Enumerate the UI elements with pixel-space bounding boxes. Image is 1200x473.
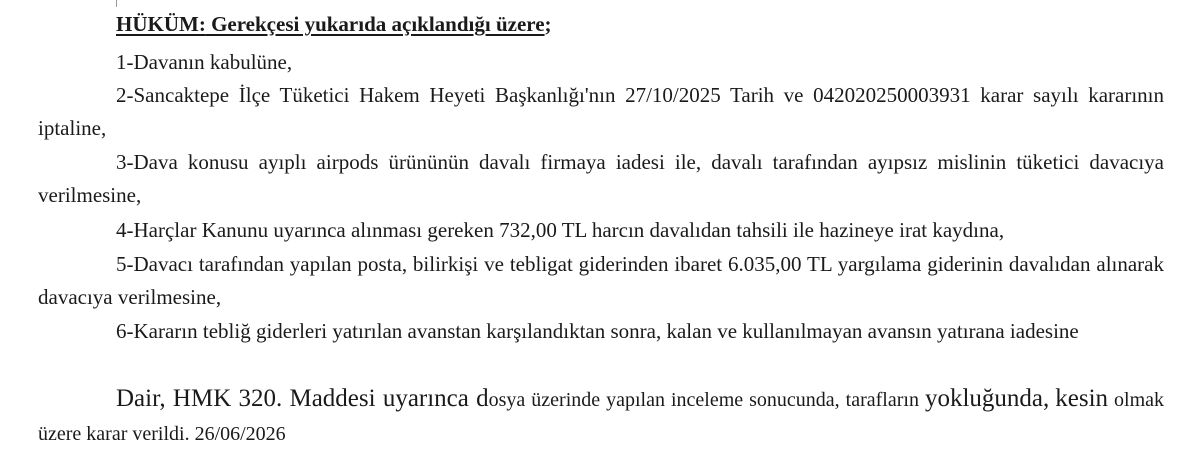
closing-part-5: olmak üzere karar verildi. 26/06/2026: [38, 389, 1165, 445]
verdict-item-4: 4-Harçlar Kanunu uyarınca alınması gereken 732,00 TL harcın davalıdan tahsili ile hazineye irat kaydına,: [116, 218, 1005, 242]
verdict-heading-label: HÜKÜM:: [116, 12, 206, 36]
verdict-item-2: 2-Sancaktepe İlçe Tüketici Hakem Heyeti Başkanlığı'nın 27/10/2025 Tarih ve 042020250003931 karar sayılı kararının iptaline,: [38, 83, 1164, 140]
closing-part-2: osya üzerinde yapılan inceleme sonucunda, tarafların: [488, 389, 925, 411]
page-edge-mark: [116, 0, 117, 7]
closing-part-1: Dair, HMK 320. Maddesi uyarınca d: [116, 385, 489, 412]
verdict-item-1: 1-Davanın kabulüne,: [116, 50, 293, 74]
closing-part-4: kesin: [1055, 385, 1109, 412]
verdict-heading-text: Gerekçesi yukarıda açıklandığı üzere: [205, 12, 545, 36]
verdict-heading: [116, 10, 552, 38]
closing-part-3: yokluğunda,: [924, 385, 1050, 412]
verdict-heading-punct: ;: [544, 12, 552, 36]
verdict-item-3: 3-Dava konusu ayıplı airpods ürününün davalı firmaya iadesi ile, davalı tarafından ayıpsız mislinin tüketici davacıya verilmesine,: [38, 150, 1164, 207]
verdict-closing: [38, 382, 1164, 451]
verdict-item-6: 6-Kararın tebliğ giderleri yatırılan avanstan karşılandıktan sonra, kalan ve kullanılmayan avansın yatırana iadesine: [116, 319, 1079, 343]
verdict-item-5: 5-Davacı tarafından yapılan posta, bilirkişi ve tebligat giderinden ibaret 6.035,00 TL yargılama giderinin davalıdan alınarak davacıya verilmesine,: [38, 252, 1164, 309]
